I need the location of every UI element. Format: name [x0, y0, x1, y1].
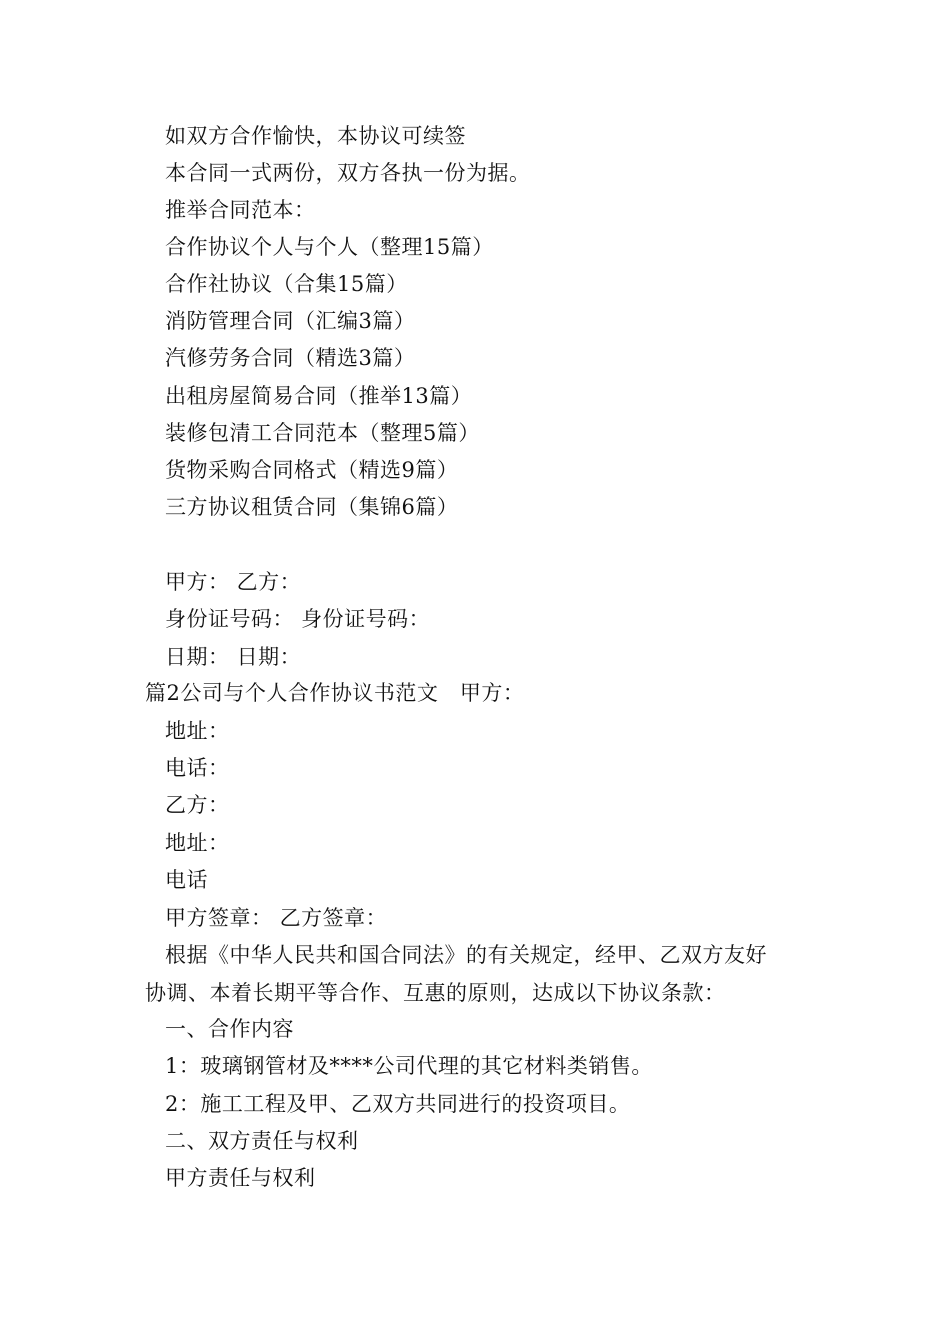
signature-date-line: 日期： 日期： — [165, 645, 302, 669]
recommended-contract-item: 消防管理合同（汇编3篇） — [165, 309, 416, 333]
preamble-line-1: 根据《中华人民共和国合同法》的有关规定，经甲、乙双方友好 — [165, 943, 767, 967]
text-line-copies: 本合同一式两份，双方各执一份为据。 — [165, 161, 531, 185]
signature-id-line: 身份证号码： 身份证号码： — [165, 607, 431, 631]
party-b-phone: 电话 — [165, 868, 208, 892]
clause-item-2: 2：施工工程及甲、乙双方共同进行的投资项目。 — [165, 1092, 631, 1116]
recommended-contract-item: 合作协议个人与个人（整理15篇） — [165, 235, 494, 259]
clause-heading-responsibilities: 二、双方责任与权利 — [165, 1129, 359, 1153]
clause-heading-cooperation: 一、合作内容 — [165, 1017, 294, 1041]
clause-item-1: 1：玻璃钢管材及****公司代理的其它材料类销售。 — [165, 1054, 653, 1078]
party-a-phone: 电话： — [165, 756, 230, 780]
clause-subheading-party-a: 甲方责任与权利 — [165, 1166, 316, 1190]
recommended-contract-item: 合作社协议（合集15篇） — [165, 272, 408, 296]
recommended-contract-item: 出租房屋简易合同（推举13篇） — [165, 384, 473, 408]
section-title-part2: 篇2公司与个人合作协议书范文 甲方： — [145, 681, 525, 705]
recommended-contract-item: 三方协议租赁合同（集锦6篇） — [165, 495, 459, 519]
party-a-address: 地址： — [165, 719, 230, 743]
recommended-contract-item: 装修包清工合同范本（整理5篇） — [165, 421, 480, 445]
signature-party-line: 甲方： 乙方： — [165, 570, 302, 594]
recommended-contract-item: 汽修劳务合同（精选3篇） — [165, 346, 416, 370]
party-b-address: 地址： — [165, 831, 230, 855]
party-b-label: 乙方： — [165, 793, 230, 817]
preamble-line-2: 协调、本着长期平等合作、互惠的原则，达成以下协议条款： — [145, 981, 726, 1005]
text-line-renewal: 如双方合作愉快，本协议可续签 — [165, 124, 466, 148]
text-line-recommend-heading: 推举合同范本： — [165, 198, 316, 222]
recommended-contract-item: 货物采购合同格式（精选9篇） — [165, 458, 459, 482]
party-seal-line: 甲方签章： 乙方签章： — [165, 906, 388, 930]
